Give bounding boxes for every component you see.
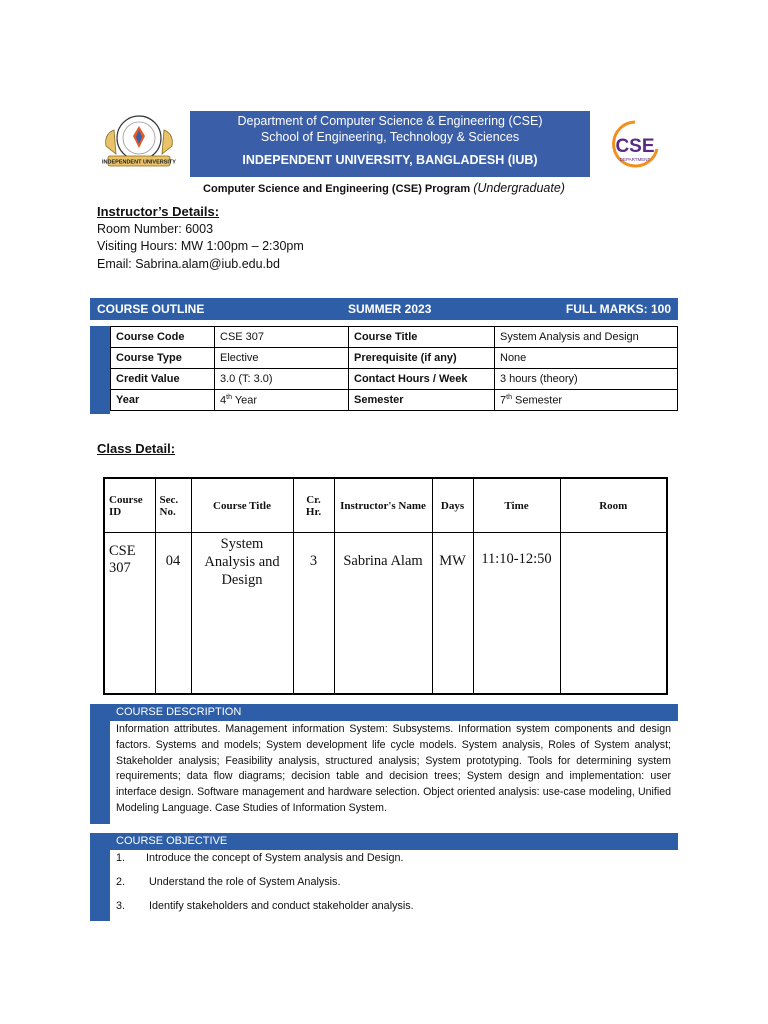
info-value: 3 hours (theory) bbox=[495, 369, 678, 390]
info-label: Year bbox=[111, 390, 215, 411]
iub-logo-text: INDEPENDENT UNIVERSITY bbox=[102, 159, 176, 166]
instructor-details bbox=[97, 203, 304, 273]
program-line bbox=[0, 181, 768, 195]
info-value-semester bbox=[495, 390, 678, 411]
course-info-table bbox=[110, 326, 678, 411]
university-name: INDEPENDENT UNIVERSITY, BANGLADESH (IUB) bbox=[242, 153, 538, 167]
instructor-name-cell: Sabrina Alam bbox=[334, 533, 432, 695]
info-label: Contact Hours / Week bbox=[349, 369, 495, 390]
info-value: Elective bbox=[215, 348, 349, 369]
table-row bbox=[111, 390, 678, 411]
course-objective-header bbox=[110, 833, 678, 850]
iub-logo bbox=[100, 112, 178, 172]
info-label: Semester bbox=[349, 390, 495, 411]
objective-number: 3. bbox=[116, 900, 126, 912]
column-header: Days bbox=[432, 478, 473, 533]
year-tail: Year bbox=[231, 394, 258, 407]
info-value: 3.0 (T: 3.0) bbox=[215, 369, 349, 390]
department-name: Department of Computer Science & Engineering (CSE) bbox=[237, 114, 543, 128]
info-value: CSE 307 bbox=[215, 327, 349, 348]
objective-item bbox=[116, 852, 403, 864]
table-row bbox=[111, 327, 678, 348]
course-title-cell: System Analysis and Design bbox=[191, 533, 293, 695]
room-cell bbox=[560, 533, 667, 695]
days-cell: MW bbox=[432, 533, 473, 695]
cse-logo-subtext: DEPARTMENT bbox=[619, 157, 651, 162]
instructor-title: Instructor’s Details: bbox=[97, 204, 220, 219]
course-outline-bar bbox=[90, 298, 678, 320]
column-header: Course Title bbox=[191, 478, 293, 533]
objective-text: Introduce the concept of System analysis and Design. bbox=[146, 852, 404, 864]
course-id-cell: CSE 307 bbox=[104, 533, 155, 695]
table-row bbox=[111, 369, 678, 390]
info-label: Course Type bbox=[111, 348, 215, 369]
column-header: Cr. Hr. bbox=[293, 478, 334, 533]
full-marks-label: FULL MARKS: 100 bbox=[565, 302, 671, 316]
column-header: Sec. No. bbox=[155, 478, 191, 533]
table-header-row bbox=[104, 478, 667, 533]
column-header: Room bbox=[560, 478, 667, 533]
section-cell: 04 bbox=[155, 533, 191, 695]
cse-logo-text: CSE bbox=[615, 136, 655, 157]
info-label: Course Code bbox=[111, 327, 215, 348]
time-cell: 11:10-12:50 bbox=[473, 533, 560, 695]
program-level: (Undergraduate) bbox=[473, 181, 565, 195]
column-header: Time bbox=[473, 478, 560, 533]
info-value: None bbox=[495, 348, 678, 369]
info-value-year bbox=[215, 390, 349, 411]
objective-item bbox=[116, 876, 340, 888]
info-label: Course Title bbox=[349, 327, 495, 348]
term-label: SUMMER 2023 bbox=[348, 302, 432, 316]
class-detail-title: Class Detail: bbox=[97, 441, 176, 456]
column-header: Course ID bbox=[104, 478, 155, 533]
table-row bbox=[111, 348, 678, 369]
cse-logo bbox=[605, 117, 665, 172]
school-name: School of Engineering, Technology & Sciences bbox=[260, 130, 520, 144]
objective-text: Understand the role of System Analysis. bbox=[149, 876, 341, 888]
semester-tail: Semester bbox=[511, 394, 563, 407]
info-label: Prerequisite (if any) bbox=[349, 348, 495, 369]
table-row bbox=[104, 533, 667, 695]
course-description-header bbox=[110, 704, 678, 721]
objective-number: 1. bbox=[116, 852, 126, 864]
info-value: System Analysis and Design bbox=[495, 327, 678, 348]
course-objective-heading: COURSE OBJECTIVE bbox=[116, 835, 228, 847]
description-stripe bbox=[90, 704, 110, 824]
room-number: Room Number: 6003 bbox=[97, 221, 214, 236]
semester-number: 7 bbox=[500, 394, 507, 407]
department-header bbox=[190, 111, 590, 177]
email: Email: Sabrina.alam@iub.edu.bd bbox=[97, 256, 280, 271]
objective-stripe bbox=[90, 833, 110, 921]
course-description-heading: COURSE DESCRIPTION bbox=[116, 706, 242, 718]
objective-text: Identify stakeholders and conduct stakeholder analysis. bbox=[149, 900, 414, 912]
class-detail-table bbox=[103, 477, 668, 695]
info-label: Credit Value bbox=[111, 369, 215, 390]
semester-suffix: th bbox=[506, 393, 512, 401]
info-stripe bbox=[90, 326, 110, 414]
course-description-text: Information attributes. Management information System: Subsystems. Information system components and design factors. Systems and models; System development life cycle models. System analysis, Roles of System analyst; Stakeholder analysis; Feasibility analysis, structured analysis; System prototyping. Tools for determining system requirements; data flow diagrams; decision table and decision trees; System design and implementation: user interface design. Software management and hardware selection. Object oriented analysis: use-case modeling, Unified Modeling Language. Case Studies of Information System. bbox=[116, 723, 671, 814]
credit-hour-cell: 3 bbox=[293, 533, 334, 695]
program-label: Computer Science and Engineering (CSE) Program bbox=[203, 183, 471, 195]
year-suffix: th bbox=[226, 393, 232, 401]
visiting-hours: Visiting Hours: MW 1:00pm – 2:30pm bbox=[97, 239, 304, 253]
objective-item bbox=[116, 900, 414, 912]
objective-number: 2. bbox=[116, 876, 126, 888]
course-outline-label: COURSE OUTLINE bbox=[97, 302, 205, 316]
column-header: Instructor's Name bbox=[334, 478, 432, 533]
year-number: 4 bbox=[220, 394, 227, 407]
